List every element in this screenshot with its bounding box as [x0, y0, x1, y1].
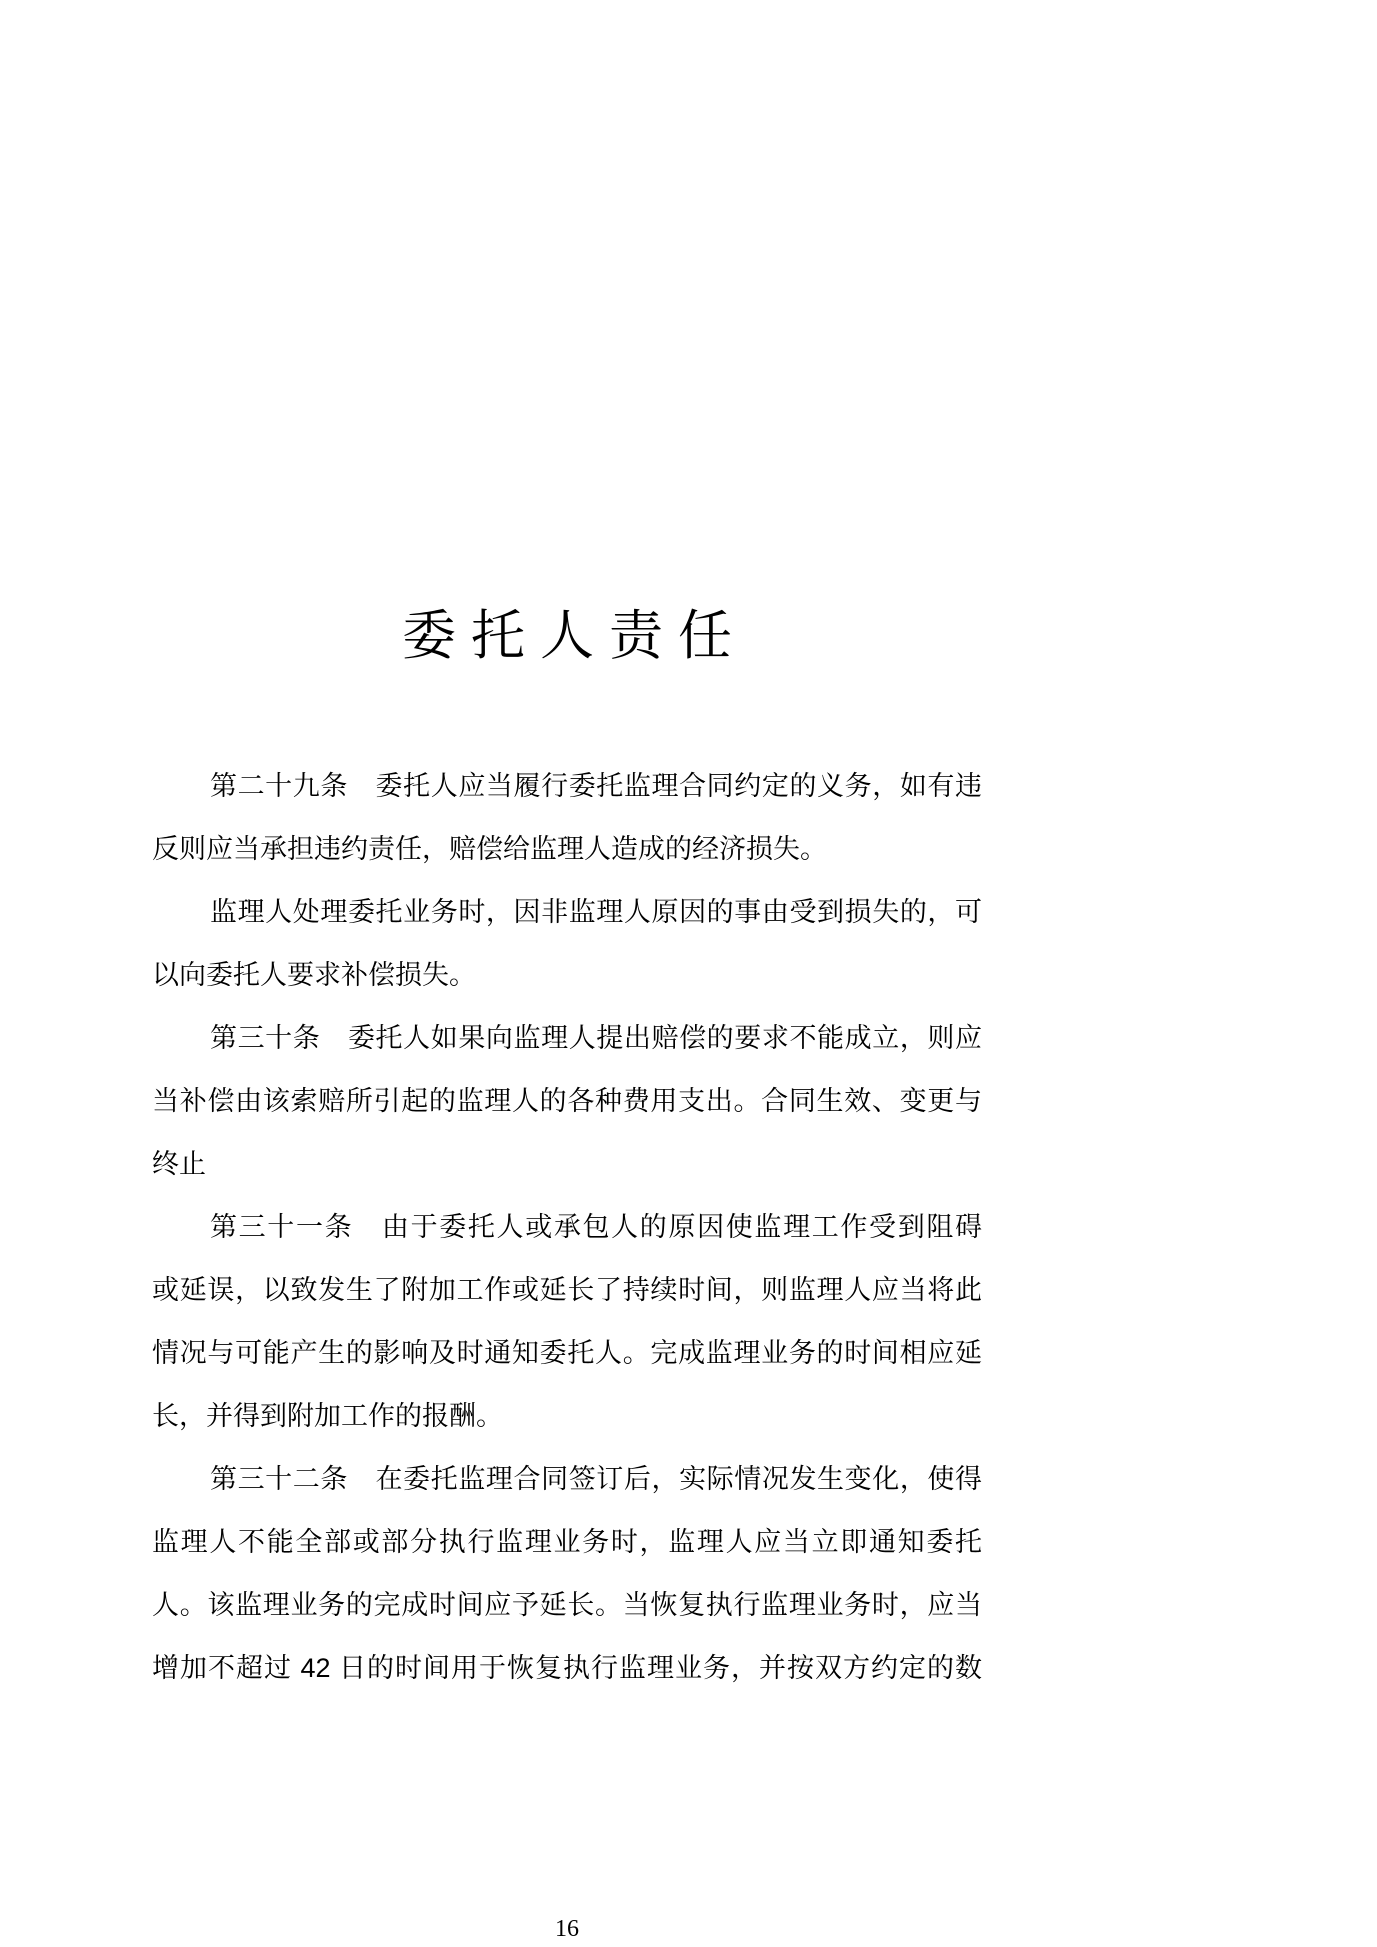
text-line: 第三十二条 在委托监理合同签订后，实际情况发生变化，使得: [210, 1464, 982, 1494]
document-title: 委 托 人 责 任: [401, 606, 732, 666]
text-line: 第三十条 委托人如果向监理人提出赔偿的要求不能成立，则应: [210, 1023, 982, 1053]
text-line: 人。该监理业务的完成时间应予延长。当恢复执行监理业务时，应当: [152, 1590, 982, 1620]
text-line: 长，并得到附加工作的报酬。: [152, 1401, 503, 1431]
text-line: 情况与可能产生的影响及时通知委托人。完成监理业务的时间相应延: [152, 1338, 982, 1368]
text-line: 第二十九条 委托人应当履行委托监理合同约定的义务，如有违: [210, 771, 982, 801]
text-line: 以向委托人要求补偿损失。: [152, 960, 476, 990]
text-line: 增加不超过 42 日的时间用于恢复执行监理业务，并按双方约定的数: [152, 1653, 982, 1683]
text-line: 反则应当承担违约责任，赔偿给监理人造成的经济损失。: [152, 834, 827, 864]
text-line: 终止: [152, 1149, 206, 1179]
page-number: 16: [555, 1916, 579, 1942]
text-line: 当补偿由该索赔所引起的监理人的各种费用支出。合同生效、变更与: [152, 1086, 982, 1116]
text-line: 监理人不能全部或部分执行监理业务时，监理人应当立即通知委托: [152, 1527, 982, 1557]
text-line: 第三十一条 由于委托人或承包人的原因使监理工作受到阻碍: [210, 1212, 982, 1242]
document-body: [152, 755, 982, 1700]
text-line: 监理人处理委托业务时，因非监理人原因的事由受到损失的，可: [210, 897, 982, 927]
text-line: 或延误，以致发生了附加工作或延长了持续时间，则监理人应当将此: [152, 1275, 982, 1305]
